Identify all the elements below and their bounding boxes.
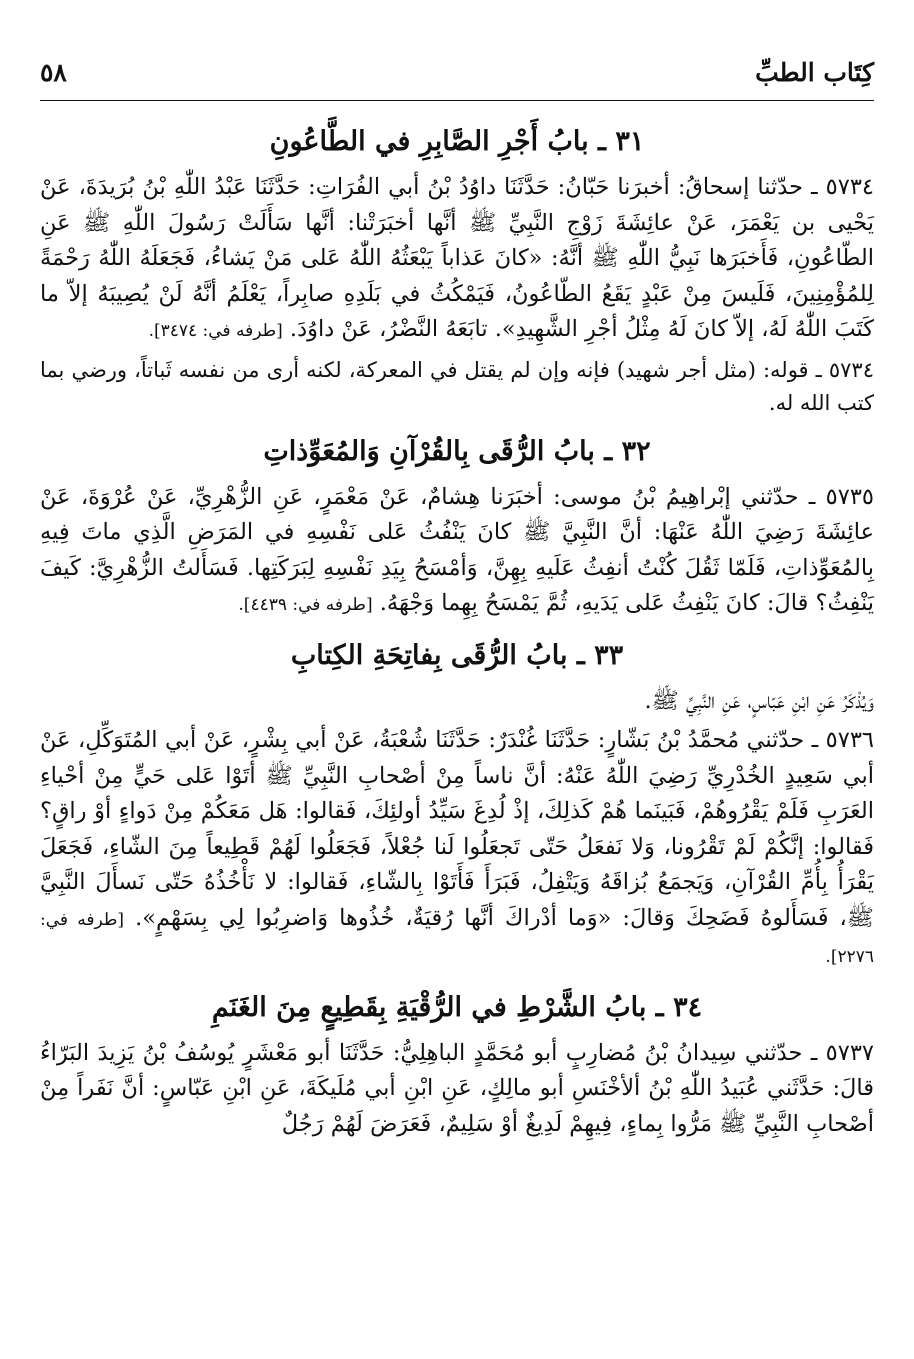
hadith-text: وَيُذْكَرُ عَنِ ابْنِ عَبّاسٍ، عَنِ النَّبِيِّ ﷺ. (644, 687, 874, 714)
section-32 (40, 432, 874, 624)
mention-line (40, 684, 874, 720)
chapter-heading-31: ٣١ ـ بابُ أَجْرِ الصَّابِرِ في الطَّاعُونِ (269, 126, 645, 157)
section-33 (40, 636, 874, 976)
hadith-text: ٥٧٣٤ ـ حدّثنا إسحاقُ: أخبرَنا حَبّانُ: حَدَّثَنَا داوُدُ بْنُ أبي الفُرَاتِ: حَدَّثَنَا عَبْدُ اللّٰهِ بْنُ بُرَيدَةَ، عَنْ يَحْيى بن يَعْمَرَ، عَنْ عائِشَةَ زَوْجِ النَّبِيِّ ﷺ أنَّها أخبَرَتْنا: أنَّها سَأَلَتْ رَسُولَ اللّٰهِ ﷺ عَنِ الطّاعُونِ، فَأَخبَرَها نَبِيُّ اللّٰهِ ﷺ أنَّهُ: «كانَ عَذاباً يَبْعَثُهُ اللّٰهُ عَلى مَنْ يَشاءُ، فَجَعَلَهُ اللّٰهُ رَحْمَةً لِلمُؤْمِنِينَ، فَلَيسَ مِنْ عَبْدٍ يَقَعُ الطّاعُونُ، فَيَمْكُثُ في بَلَدِهِ صابِراً، يَعْلَمُ أنَّهُ لَنْ يُصِيبَهُ إلاّ ما كَتَبَ اللّٰهُ لَهُ، إلاّ كانَ لَهُ مِثْلُ أجْرِ الشَّهِيدِ». تابَعَهُ النَّضْرُ، عَنْ داوُدَ. (40, 174, 874, 342)
hadith-5737 (40, 1036, 874, 1143)
section-34 (40, 988, 874, 1143)
header-rule (40, 100, 874, 101)
hadith-text: ٥٧٣٦ ـ حدّثني مُحمَّدُ بْنُ بَشّارٍ: حَدَّثَنَا غُنْدَرٌ: حَدَّثَنَا شُعْبَةُ، عَنْ أبي بِشْرٍ، عَنْ أبي المُتَوَكِّلِ، عَنْ أبي سَعِيدٍ الخُدْرِيِّ رَضِيَ اللّٰهُ عَنْهُ: أنَّ ناساً مِنْ أصْحابِ النَّبِيِّ ﷺ أتَوْا عَلى حَيٍّ مِنْ أحْياءِ العَرَبِ فَلَمْ يَقْرُوهُمْ، فَبَينَما هُمْ كَذلِكَ، إذْ لُدِغَ سَيِّدُ أولئِكَ، فَقالوا: هَل مَعَكُمْ مِنْ دَواءٍ أوْ راقٍ؟ فَقالوا: إنَّكُمْ لَمْ تَقْرُونا، وَلا نَفعَلُ حَتّى تَجعَلُوا لَنا جُعْلاً، فَجَعَلُوا لَهُمْ قَطِيعاً مِنَ الشّاءِ، فَجَعَلَ يَقْرَأُ بِأُمِّ القُرْآنِ، وَيَجمَعُ بُزاقَهُ وَيَتْفِلُ، فَبَرَأَ فَأَتَوْا بِالشّاءِ، فَقالوا: لا نَأْخُذُهُ حَتّى نَسأَلَ النَّبِيَّ ﷺ، فَسَأَلوهُ فَضَحِكَ وَقالَ: «وَما أدْراكَ أنَّها رُقيَةٌ، خُذُوها وَاضرِبُوا لِي بِسَهْمٍ». (40, 727, 874, 931)
page-number: ٥٨ (40, 58, 67, 87)
section-31 (40, 122, 874, 420)
book-title: كِتَاب الطبِّ (755, 58, 874, 87)
hadith-text: ٥٧٣٥ ـ حدّثني إبْراهِيمُ بْنُ موسى: أخبَرَنا هِشامٌ، عَنْ مَعْمَرٍ، عَنِ الزُّهْرِيِّ، عَنْ عُرْوَةَ، عَنْ عائِشَةَ رَضِيَ اللّٰهُ عَنْهَا: أنَّ النَّبِيَّ ﷺ كانَ يَنْفُثُ عَلى نَفْسِهِ في المَرَضِ الَّذِي ماتَ فِيهِ بِالمُعَوِّذاتِ، فَلَمّا ثَقُلَ كُنْتُ أنفِثُ عَلَيهِ بِهِنَّ، وَأمْسَحُ بِيَدِ نَفْسِهِ لِبَرَكَتِها. فَسَأَلتُ الزُّهْرِيَّ: كَيفَ يَنْفِثُ؟ قالَ: كانَ يَنْفِثُ عَلى يَدَيهِ، ثُمَّ يَمْسَحُ بِهِما وَجْهَهُ. (40, 483, 874, 616)
running-head (40, 52, 874, 92)
commentary-5734 (40, 354, 874, 420)
chapter-heading-34: ٣٤ ـ بابُ الشَّرْطِ في الرُّقْيَةِ بِقَطِيعٍ مِنَ الغَنَمِ (211, 991, 703, 1023)
cross-reference: [طرفه في: ٢٢٧٦]. (40, 909, 874, 967)
cross-reference: [طرفه في: ٣٤٧٤]. (148, 321, 283, 341)
hadith-text: ٥٧٣٧ ـ حدّثني سِيدانُ بْنُ مُضارِبٍ أبو مُحَمَّدٍ الباهِلِيُّ: حَدَّثَنَا أبو مَعْشَرٍ يُوسُفُ بْنُ يَزِيدَ البَرّاءُ قالَ: حَدَّثَني عُبَيدُ اللّٰهِ بْنُ ألأخْنَسِ أبو مالِكٍ، عَنِ ابْنِ أبي مُلَيكَةَ، عَنِ ابْنِ عَبّاسٍ: أنَّ نَفَراً مِنْ أصْحابِ النَّبِيِّ ﷺ مَرُّوا بِماءٍ، فِيهِمْ لَدِيغٌ أوْ سَلِيمٌ، فَعَرَضَ لَهُمْ رَجُلٌ (40, 1039, 874, 1137)
chapter-heading-33: ٣٣ ـ بابُ الرُّقَى بِفاتِحَةِ الكِتابِ (290, 639, 624, 671)
cross-reference: [طرفه في: ٤٤٣٩]. (238, 595, 373, 615)
hadith-5735 (40, 480, 874, 624)
hadith-5734 (40, 170, 874, 350)
chapter-heading-32: ٣٢ ـ بابُ الرُّقَى بِالقُرْآنِ وَالمُعَوِّذاتِ (263, 435, 651, 467)
hadith-5736 (40, 723, 874, 976)
page-content (40, 110, 874, 1146)
commentary-text: ٥٧٣٤ ـ قوله: (مثل أجر شهيد) فإنه وإن لم يقتل في المعركة، لكنه أرى من نفسه ثَباتاً، ورضي بما كتب الله له. (40, 357, 874, 415)
